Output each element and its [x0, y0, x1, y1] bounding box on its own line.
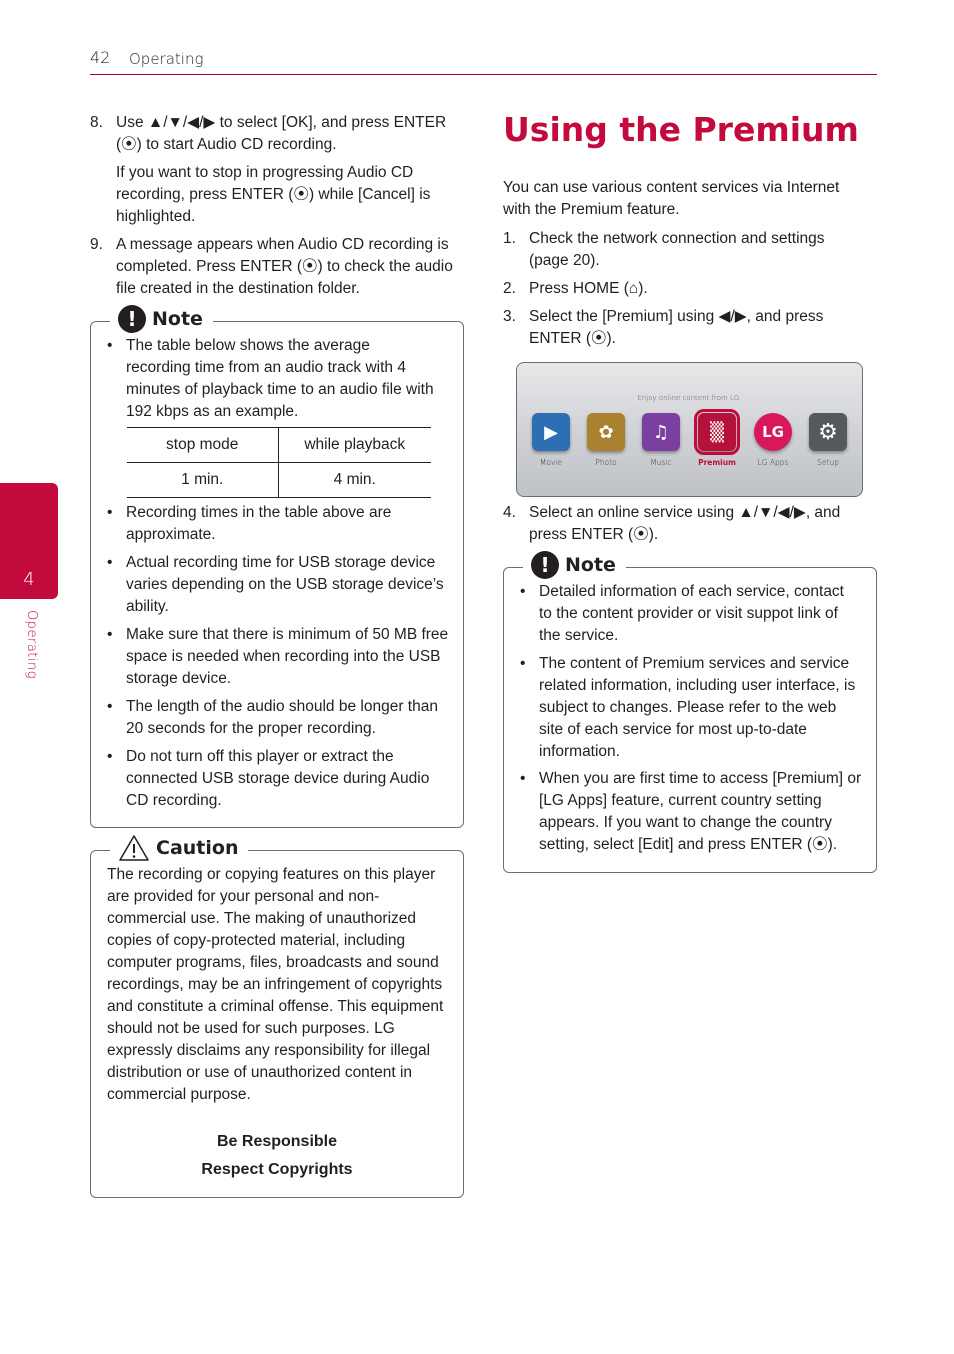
warning-triangle-icon [118, 834, 150, 862]
note-heading [110, 305, 213, 333]
app-premium[interactable] [694, 413, 740, 467]
step-text: A message appears when Audio CD recording is completed. Press ENTER (⦿) to check the audio file created in the destination folder. [116, 236, 453, 297]
step-text: Check the network connection and settings (page 20). [529, 230, 825, 269]
note-bullet: • Detailed information of each service, contact to the content provider or visit suppot link of the service. [539, 581, 859, 647]
caution-heading [110, 834, 248, 862]
step-text: Select the [Premium] using ◀/▶, and press ENTER (⦿). [529, 308, 824, 347]
chapter-tab [0, 483, 58, 599]
app-label: LG Apps [757, 458, 789, 467]
step-subtext: If you want to stop in progressing Audio CD recording, press ENTER (⦿) while [Cancel] is highlighted. [116, 164, 431, 225]
caution-emphasis: Be Responsible [216, 1133, 338, 1150]
table-header-row [127, 428, 431, 463]
table-header-cell: while playback [278, 428, 431, 463]
premium-icon: ▒ [698, 413, 736, 451]
chapter-label: Operating [24, 610, 39, 680]
page-heading: Using the Premium [503, 110, 859, 149]
exclamation-icon: ! [531, 551, 559, 579]
step-number: 3. [503, 308, 516, 325]
note-bullet: • Do not turn off this player or extract the connected USB storage device during Audio CD recording. [126, 746, 451, 812]
note-bullet: • When you are first time to access [Premium] or [LG Apps] feature, current country setting appears. If you want to change the country setting, select [Edit] and press ENTER (⦿). [539, 768, 864, 856]
note-heading [523, 551, 626, 579]
step-9 [90, 234, 470, 304]
chapter-number: 4 [23, 569, 35, 590]
app-label: Photo [595, 458, 617, 467]
intro-text: You can use various content services via Internet with the Premium feature. [503, 179, 840, 218]
app-movie[interactable] [528, 413, 574, 467]
app-label: Music [650, 458, 672, 467]
app-music[interactable] [638, 413, 684, 467]
app-label: Setup [817, 458, 839, 467]
note-label: Note [152, 308, 203, 330]
caution-text: The recording or copying features on this player are provided for your personal and non-commercial use. The making of unauthorized copies of copy-protected material, including computer programs, files, broadcasts and sound recordings, may be an infringement of copyrights and constitute a criminal offense. This equipment should not be used for such purposes. LG expressly disclaims any responsibility for illegal distribution or use of unauthorized content in commercial purpose. [107, 866, 444, 1103]
step-2 [503, 278, 883, 302]
music-icon: ♫ [642, 413, 680, 451]
page-number: 42 [90, 48, 111, 67]
step-number: 4. [503, 504, 516, 521]
step-text: Use ▲/▼/◀/▶ to select [OK], and press ENTER (⦿) to start Audio CD recording. [116, 114, 447, 153]
note-bullet: • Make sure that there is minimum of 50 MB free space is needed when recording into the USB storage device. [126, 624, 451, 690]
app-label: Premium [698, 458, 736, 467]
step-1 [503, 228, 883, 274]
screen-caption: Enjoy online content from LG. [637, 394, 742, 402]
step-4 [503, 502, 883, 548]
table-cell: 1 min. [127, 463, 278, 498]
note-label: Note [565, 554, 616, 576]
movie-icon: ▶ [532, 413, 570, 451]
note-bullet: • The table below shows the average recording time from an audio track with 4 minutes of playback time to an audio file with 192 kbps as an example. [126, 335, 436, 423]
note-bullet: • Actual recording time for USB storage device varies depending on the USB storage device’s ability. [126, 552, 451, 618]
section-title: Operating [129, 50, 204, 68]
caution-emphasis: Respect Copyrights [201, 1161, 353, 1178]
photo-icon: ✿ [587, 413, 625, 451]
home-menu-screenshot [516, 362, 863, 497]
step-text: Select an online service using ▲/▼/◀/▶, and press ENTER (⦿). [529, 504, 841, 543]
note-bullet: • The length of the audio should be longer than 20 seconds for the proper recording. [126, 696, 451, 740]
table-cell: 4 min. [278, 463, 431, 498]
step-3 [503, 306, 883, 352]
note-bullet: • Recording times in the table above are approximate. [126, 502, 446, 546]
caution-label: Caution [156, 837, 239, 859]
step-number: 2. [503, 280, 516, 297]
step-text: Press HOME (⌂). [529, 280, 648, 297]
app-lg-apps[interactable] [750, 413, 796, 467]
app-label: Movie [539, 458, 563, 467]
step-number: 8. [90, 114, 103, 131]
table-row [127, 463, 431, 498]
step-number: 9. [90, 236, 103, 253]
gear-icon: ⚙ [809, 413, 847, 451]
exclamation-icon: ! [118, 305, 146, 333]
note-bullet: • The content of Premium services and service related information, including user interface, is subject to changes. Please refer to the web site of each service for most up-to-date information. [539, 653, 861, 763]
header-rule [90, 74, 877, 75]
table-header-cell: stop mode [127, 428, 278, 463]
lg-apps-icon: LG [754, 413, 792, 451]
app-setup[interactable] [805, 413, 851, 467]
app-photo[interactable] [583, 413, 629, 467]
step-8 [90, 112, 470, 232]
recording-time-table [127, 427, 431, 498]
step-number: 1. [503, 230, 516, 247]
